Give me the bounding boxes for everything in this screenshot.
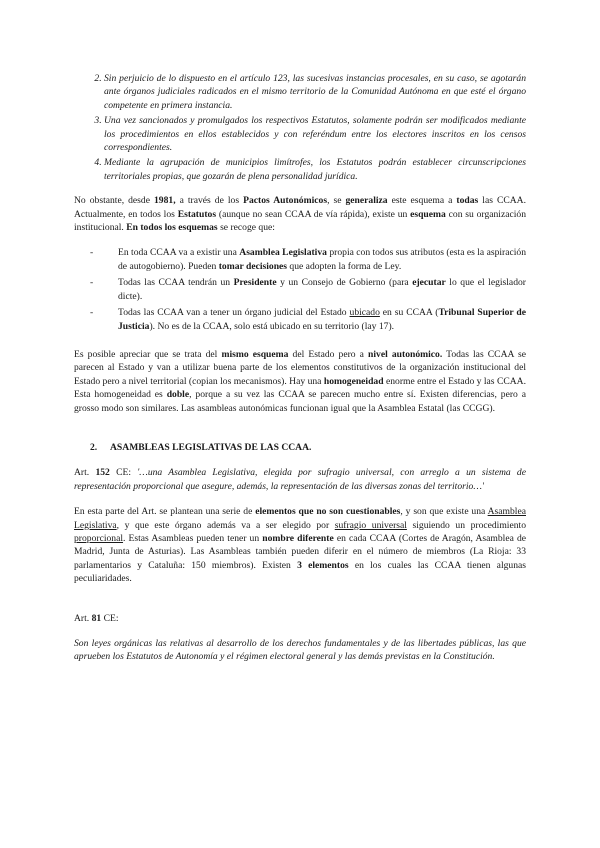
dash-item-tribunal: - Todas las CCAA van a tener un órgano judicial del Estado ubicado en su CCAA (Tribunal Superior de Justicia). No es de la CCAA, solo está ubicado en su territorio (lay 17). [118,306,526,333]
art81-quote: Son leyes orgánicas las relativas al desarrollo de los derechos fundamentales y de las libertades públicas, las que aprueben los Estatutos de Autonomía y el régimen electoral general y las demás previstas en la Constitución. [74,638,526,663]
institutions-dash-list [74,246,526,332]
numbered-item: 4. Mediante la agrupación de municipios limítrofes, los Estatutos podrán establecer circunscripciones territoriales propias, que gozarán de plena personalidad jurídica. [104,156,526,183]
numbered-item: 3. Una vez sancionados y promulgados los respectivos Estatutos, solamente podrán ser modificados mediante los procedimientos en ellos establecidos y con referéndum entre los electores inscritos en los censos correspondientes. [104,114,526,154]
paragraph-elementos: En esta parte del Art. se plantean una serie de elementos que no son cuestionables, y son que existe una Asamblea Legislativa, y que este órgano además va a ser elegido por sufragio universal siguiendo un procedimiento proporcional. Estas Asambleas pueden tener un nombre diferente en cada CCAA (Cortes de Aragón, Asamblea de Madrid, Junta de Asturias). Las Asambleas también pueden diferir en el número de miembros (La Rioja: 33 parlamentarios y Cataluña: 150 miembros). Existen 3 elementos en los cuales las CCAA tienen algunas peculiaridades. [74,506,527,585]
section-heading: 2. ASAMBLEAS LEGISLATIVAS DE LAS CCAA. [90,441,312,453]
art81-citation: Art. 81 CE: [74,612,119,624]
dash-item-asamblea: - En toda CCAA va a existir una Asamblea Legislativa propia con todos sus atributos (esta es la aspiración de autogobierno). Pueden tomar decisiones que adopten la forma de Ley. [118,246,526,273]
article-numbered-list [74,72,526,183]
paragraph-pactos: No obstante, desde 1981, a través de los Pactos Autonómicos, se generaliza este esquema a todas las CCAA. Actualmente, en todos los Estatutos (aunque no sean CCAA de vía rápida), existe un esquema con su organización institucional. En todos los esquemas se recoge que: [74,195,527,234]
dash-item-presidente: - Todas las CCAA tendrán un Presidente y un Consejo de Gobierno (para ejecutar lo que el legislador dicte). [118,276,526,303]
art152-citation: Art. 152 CE: '…una Asamblea Legislativa, elegida por sufragio universal, con arreglo a un sistema de representación proporcional que asegure, además, la representación de las diversas zonas del territorio…' [74,467,526,492]
numbered-item: 2. Sin perjuicio de lo dispuesto en el artículo 123, las sucesivas instancias procesales, en su caso, se agotarán ante órganos judiciales radicados en el mismo territorio de la Comunidad Autónoma en que esté el órgano competente en primera instancia. [104,72,526,112]
paragraph-esquema: Es posible apreciar que se trata del mismo esquema del Estado pero a nivel autonómico. Todas las CCAA se parecen al Estado y van a utilizar buena parte de los elementos constitutivos de la organización institucional del Estado pero a nivel territorial (copian los mecanismos). Hay una homogeneidad enorme entre el Estado y las CCAA. Esta homogeneidad es doble, porque a su vez las CCAA se parecen mucho entre sí. Existen diferencias, pero a grosso modo son similares. Las asambleas autonómicas funcionan igual que la Asamblea Estatal (las CCGG). [74,348,527,414]
page-content [74,72,526,664]
